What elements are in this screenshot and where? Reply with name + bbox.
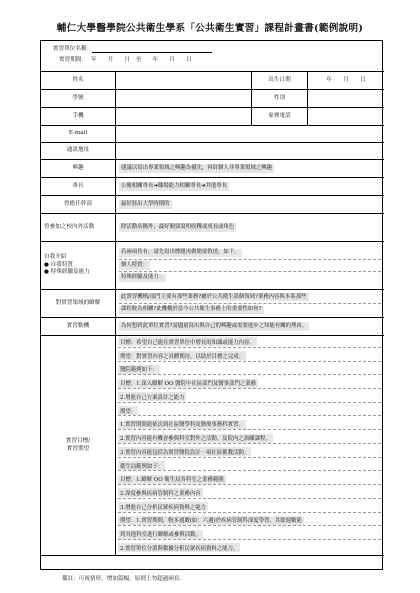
- cadre-field[interactable]: [115, 195, 384, 213]
- cadre-hint: 最好寫出大學時期的: [121, 200, 170, 207]
- intro-trait-line: 個人特質：: [121, 261, 148, 268]
- goal-line: 2.實習單位分派與數據分析民眾疾病資料之能力。: [118, 543, 381, 553]
- intro-bullet-trait: ● 自我特質: [44, 261, 74, 268]
- period-label: 實習期間：: [59, 56, 87, 63]
- footnote: 備註：可視情形，增加篇幅，原則上勿超過兩頁。: [62, 576, 186, 582]
- unit-row: [41, 44, 384, 55]
- goals-label-line-2: 實習期望: [66, 445, 90, 452]
- intro-label: 自我介紹: [44, 254, 67, 261]
- intro-experience-line: 特殊經驗及能力：: [121, 274, 165, 281]
- intro-bullet-experience: ● 特殊經驗及能力: [44, 269, 90, 276]
- motive-label: 實習動機: [41, 317, 115, 335]
- birth-field[interactable]: 年 月 日: [307, 71, 384, 89]
- goal-line: 3.實習內容能包括為實習醫院設計一項社區衛教活動。: [118, 447, 381, 458]
- motive-field[interactable]: [115, 317, 384, 335]
- name-field[interactable]: [115, 71, 251, 89]
- activity-hint: 除活動名稱外，最好簡要說明收穫或成長或角色: [121, 223, 235, 230]
- goal-line: 衛生局範例如下：: [118, 461, 381, 472]
- field-hint-line-2: 課程較為相關?此機構於當今公共衛生事務上的重要性如何?: [121, 306, 262, 313]
- goal-line: 期望：: [118, 406, 381, 417]
- plan-form: [40, 40, 383, 570]
- interest-field[interactable]: [115, 159, 384, 177]
- email-label: E-mail: [41, 125, 115, 142]
- period-row: [41, 55, 384, 66]
- goals-label-cell: [41, 335, 115, 555]
- goal-line: 2.實習內容能有機會參與科室對外之活動，及院內之訓練課程。: [118, 433, 381, 444]
- gender-field[interactable]: [307, 89, 384, 107]
- mobile-label: 手機: [41, 107, 115, 125]
- specialty-field[interactable]: [115, 177, 384, 195]
- goals-label-line-1: 實習目標/: [65, 437, 91, 444]
- interest-hint: 建議以寫出專業領域之興趣為優先，再寫個人非專業領域之興趣: [121, 164, 272, 171]
- name-label: 姓名: [41, 71, 115, 89]
- activity-field[interactable]: [115, 213, 384, 241]
- email-field[interactable]: [115, 125, 384, 142]
- specialty-label: 專長: [41, 177, 115, 195]
- home-phone-field[interactable]: [307, 107, 384, 125]
- interest-label: 興趣: [41, 159, 115, 177]
- page-title: 輔仁大學醫學院公共衛生學系「公共衛生實習」課程計畫書(範例說明): [56, 23, 364, 34]
- form-bottom-strip: [41, 555, 384, 570]
- goal-line: 目標：1.深入瞭解 OO 醫院中社區部門及醫事部門之業務: [118, 378, 381, 389]
- cadre-label: 曾擔任幹部: [41, 195, 115, 213]
- period-value[interactable]: 年 月 日 至 年 月 日: [90, 56, 192, 63]
- goal-line: 3.增進自己分析民眾疾病資料之能力: [118, 502, 381, 513]
- mobile-field[interactable]: [115, 107, 251, 125]
- intro-hint: 若兩項皆有，請先寫出標題再做簡要敘述，如下。: [121, 249, 240, 256]
- field-hint-line-1: 此實習機構/部門主要有那些業務?屬於公共衛生那個領域?業務內容與本系那些: [121, 293, 307, 300]
- goal-line: 1.實習期間能依次到社區醫學科及醫療事務科實習。: [118, 419, 381, 430]
- specialty-hint: 公衛相關專長➔職場能力相關專長➔其他專長: [121, 182, 228, 189]
- intro-label-cell: [41, 241, 115, 289]
- goal-line: 目標：希望自己能在實習單位中增長的知識或能力內容。: [118, 337, 381, 348]
- activity-label: 曾參加之校內外活動: [41, 213, 115, 241]
- unit-label: 實習單位名稱：: [53, 45, 93, 52]
- intro-field[interactable]: [115, 241, 384, 289]
- field-field[interactable]: [115, 289, 384, 317]
- goal-line: 到其他科室進行瞭解或參與活動。: [118, 529, 381, 540]
- gender-label: 性別: [251, 89, 307, 107]
- goal-line: 期望：1.實習期間，較多週數(如：六週)於疾病管制科深度學習，其餘週數能: [118, 516, 381, 527]
- goals-field[interactable]: [115, 335, 384, 555]
- goal-line: 目標：1.瞭解 OO 衛生局各科室之業務範圍: [118, 474, 381, 485]
- address-field[interactable]: [115, 142, 384, 159]
- unit-underline[interactable]: [92, 46, 212, 53]
- field-label: 對實習領域的瞭解: [41, 289, 115, 317]
- motive-hint: 為何想到此單位實習?請儘量寫出與自己的興趣或需要進步之知能有關的理由。: [121, 322, 308, 329]
- birth-label: 出生日期: [251, 71, 307, 89]
- home-phone-label: 家裡電話: [251, 107, 307, 125]
- student-id-label: 學號: [41, 89, 115, 107]
- goal-line: 期望：對實習內容之具體期待，以助於目標之完成。: [118, 351, 381, 362]
- goal-line: 2.深度參與疾病管制科之業務內容: [118, 488, 381, 499]
- student-id-field[interactable]: [115, 89, 251, 107]
- address-label: 通訊地址: [41, 142, 115, 159]
- goal-line: 醫院範例如下：: [118, 364, 381, 375]
- goal-line: 2.增進自己方案設計之能力: [118, 392, 381, 403]
